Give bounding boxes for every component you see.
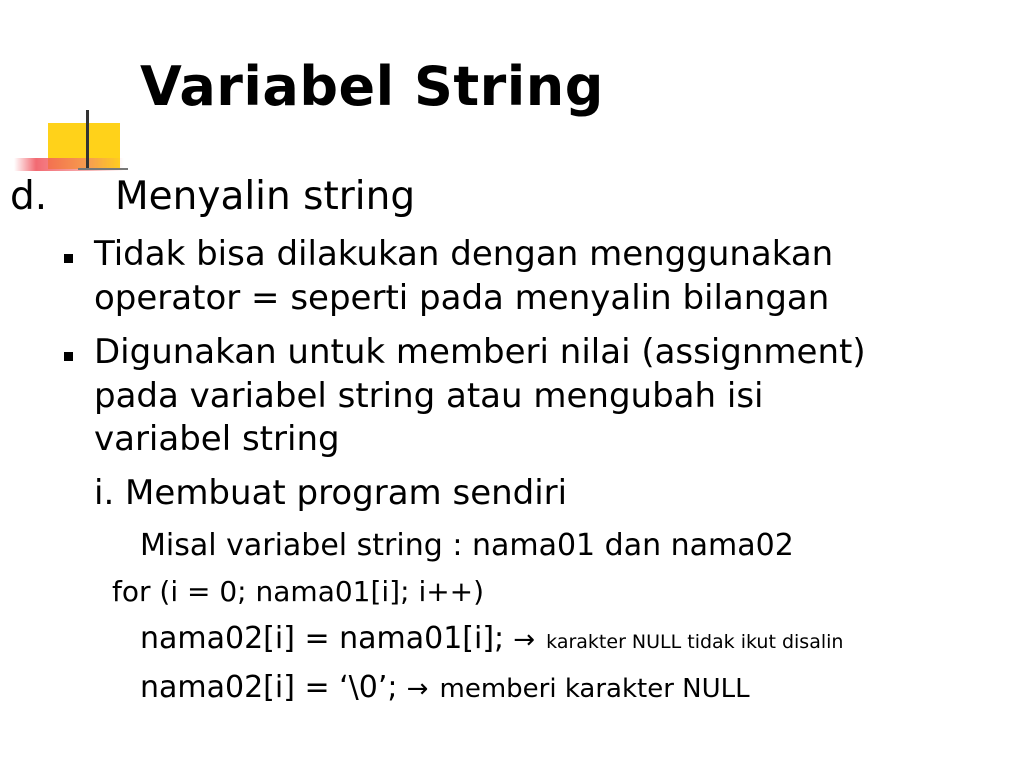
arrow-right-icon: → xyxy=(513,625,536,655)
logo-vertical-line xyxy=(86,110,89,170)
subheading: i. Membuat program sendiri xyxy=(94,473,568,513)
bullet-2-line-2: pada variabel string atau mengubah isi xyxy=(94,376,764,416)
arrow-right-icon: → xyxy=(406,674,429,704)
bullet-1-line-2: operator = seperti pada menyalin bilangan xyxy=(94,278,830,318)
code-line-2: nama02[i] = ‘\0’; xyxy=(140,670,398,705)
bullet-2-line-1: Digunakan untuk memberi nilai (assignment) xyxy=(94,332,866,372)
bullet-marker xyxy=(64,254,73,263)
code-line-1-note: karakter NULL tidak ikut disalin xyxy=(546,631,844,653)
example-intro: Misal variabel string : nama01 dan nama02 xyxy=(140,528,794,563)
bullet-1-line-1: Tidak bisa dilakukan dengan menggunakan xyxy=(94,234,834,274)
code-line-1: nama02[i] = nama01[i]; xyxy=(140,621,505,656)
code-line-1-row xyxy=(140,621,844,656)
bullet-marker xyxy=(64,352,73,361)
section-heading: Menyalin string xyxy=(115,174,416,219)
slide-title: Variabel String xyxy=(140,55,604,118)
code-line-2-note: memberi karakter NULL xyxy=(439,674,750,704)
code-line-2-row xyxy=(140,670,750,705)
code-for-line: for (i = 0; nama01[i]; i++) xyxy=(112,575,485,608)
section-label: d. xyxy=(10,174,48,219)
bullet-2-line-3: variabel string xyxy=(94,419,340,459)
logo-horizontal-line xyxy=(78,168,128,170)
